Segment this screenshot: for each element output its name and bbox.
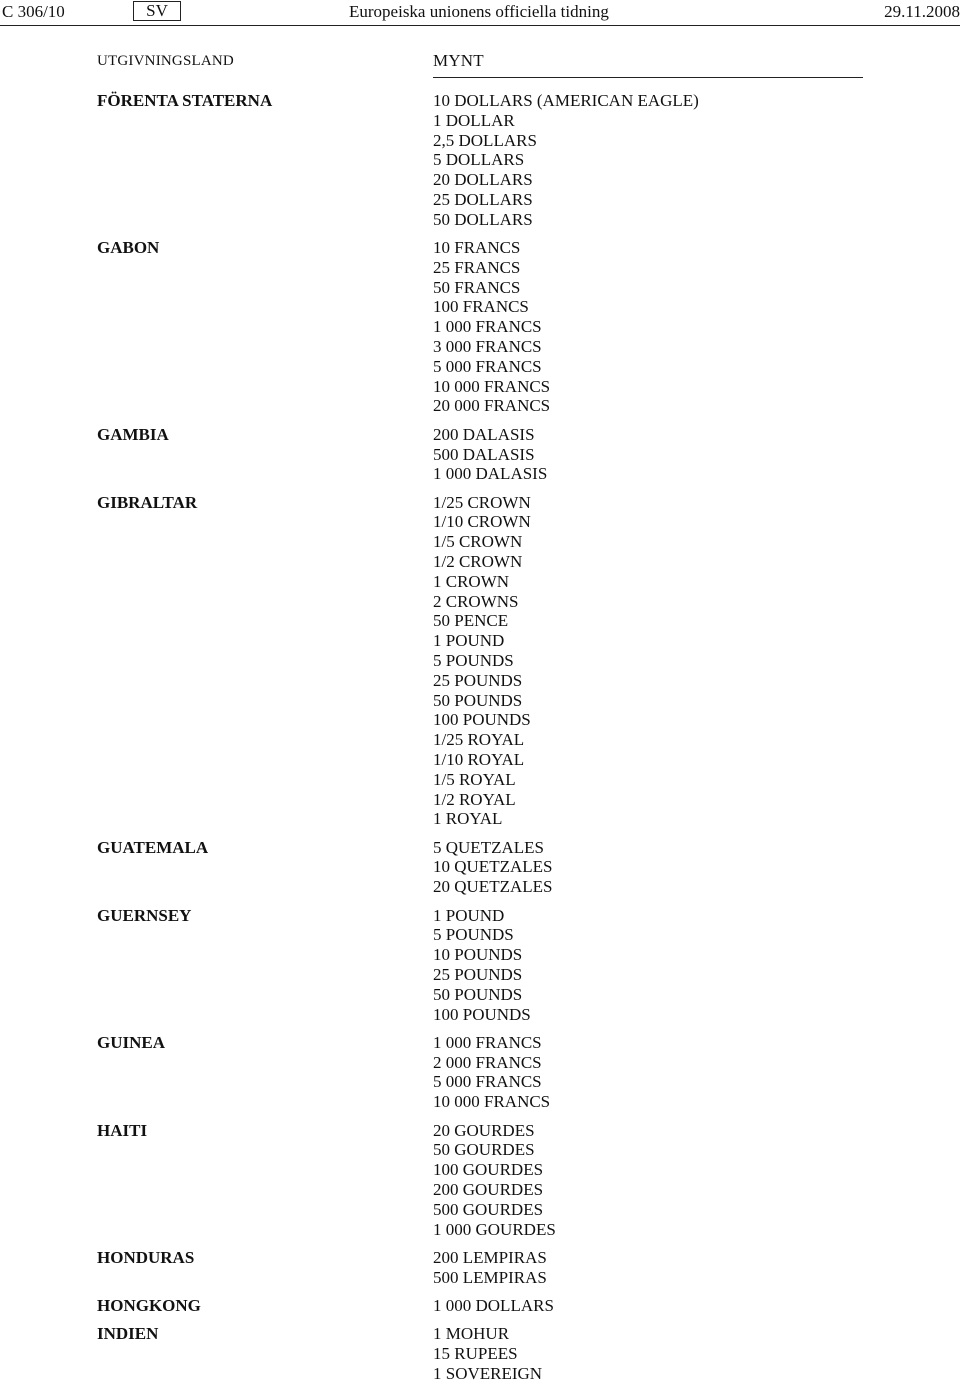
column-header-divider [433, 77, 863, 78]
coin-item: 200 GOURDES [433, 1179, 544, 1199]
coin-item: 5 DOLLARS [433, 150, 525, 170]
journal-title: Europeiska unionens officiella tidning [349, 2, 609, 21]
coin-item: 50 FRANCS [433, 277, 521, 297]
country-group [0, 493, 960, 830]
country-group [0, 906, 960, 1025]
publication-date: 29.11.2008 [884, 2, 960, 21]
coin-item: 1 POUND [433, 905, 505, 925]
coin-list [433, 1121, 960, 1240]
coin-item: 2 000 FRANCS [433, 1052, 542, 1072]
country-group [0, 91, 960, 230]
country-group [0, 1248, 960, 1288]
country-name: FÖRENTA STATERNA [97, 91, 273, 110]
coin-item: 20 000 FRANCS [433, 396, 551, 416]
coin-item: 20 GOURDES [433, 1120, 535, 1140]
coin-item: 500 DALASIS [433, 444, 535, 464]
page-reference: C 306/10 [2, 2, 65, 21]
coin-item: 10 000 FRANCS [433, 376, 551, 396]
coin-item: 200 DALASIS [433, 424, 535, 444]
coin-item: 1/2 ROYAL [433, 789, 516, 809]
coin-item: 1/2 CROWN [433, 552, 523, 572]
coin-item: 1 000 FRANCS [433, 317, 542, 337]
coin-item: 200 LEMPIRAS [433, 1247, 547, 1267]
header-divider [0, 25, 960, 26]
coin-item: 50 PENCE [433, 611, 509, 631]
country-name: GUERNSEY [97, 905, 192, 925]
country-group [0, 1121, 960, 1240]
coin-item: 20 DOLLARS [433, 170, 533, 190]
coin-item: 20 QUETZALES [433, 877, 553, 897]
coin-list [433, 1324, 960, 1383]
coin-item: 10 POUNDS [433, 945, 523, 965]
coin-item: 1 POUND [433, 631, 505, 651]
column-header-coin: MYNT [433, 51, 484, 70]
country-name: GUATEMALA [97, 837, 209, 857]
coin-table [0, 91, 960, 1392]
coin-item: 100 POUNDS [433, 1004, 531, 1024]
coin-item: 15 RUPEES [433, 1344, 518, 1364]
coin-item: 10 FRANCS [433, 238, 521, 258]
coin-item: 5 POUNDS [433, 925, 514, 945]
coin-item: 1 SOVEREIGN [433, 1363, 543, 1383]
coin-item: 1/5 CROWN [433, 532, 523, 552]
coin-list [433, 1033, 960, 1112]
coin-list [433, 1248, 960, 1288]
coin-item: 25 FRANCS [433, 257, 521, 277]
country-group [0, 1033, 960, 1112]
coin-item: 1 000 DOLLARS [433, 1295, 554, 1315]
coin-item: 5 000 FRANCS [433, 356, 542, 376]
coin-list [433, 425, 960, 484]
coin-item: 5 000 FRANCS [433, 1072, 542, 1092]
coin-item: 1/10 ROYAL [433, 750, 525, 769]
coin-item: 100 FRANCS [433, 297, 529, 317]
coin-list [433, 906, 960, 1025]
coin-item: 1/10 CROWN [433, 512, 531, 532]
coin-item: 25 POUNDS [433, 670, 523, 690]
coin-item: 1/5 ROYAL [433, 769, 516, 789]
country-name: GUINEA [97, 1032, 166, 1052]
coin-item: 1 DOLLAR [433, 110, 515, 130]
coin-item: 10 000 FRANCS [433, 1092, 551, 1112]
coin-list [433, 91, 960, 230]
country-name: HAITI [97, 1120, 148, 1140]
country-group [0, 838, 960, 897]
coin-item: 1 000 GOURDES [433, 1219, 556, 1239]
coin-item: 10 QUETZALES [433, 857, 553, 877]
language-badge: SV [133, 1, 181, 21]
coin-item: 25 POUNDS [433, 964, 523, 984]
coin-list [433, 493, 960, 830]
country-name: GAMBIA [97, 424, 169, 444]
coin-item: 1/25 ROYAL [433, 730, 525, 750]
coin-item: 1 MOHUR [433, 1324, 510, 1344]
country-group [0, 1296, 960, 1316]
coin-item: 50 GOURDES [433, 1140, 535, 1160]
coin-item: 50 POUNDS [433, 984, 523, 1004]
coin-item: 2,5 DOLLARS [433, 130, 537, 150]
coin-item: 5 QUETZALES [433, 837, 544, 857]
coin-item: 50 DOLLARS [433, 209, 533, 229]
country-name: HONDURAS [97, 1247, 195, 1267]
column-header-country: UTGIVNINGSLAND [97, 53, 234, 69]
page-header [0, 0, 960, 24]
country-name: GIBRALTAR [97, 492, 198, 512]
coin-item: 100 GOURDES [433, 1160, 544, 1180]
country-group [0, 238, 960, 416]
country-name: HONGKONG [97, 1295, 201, 1315]
coin-item: 3 000 FRANCS [433, 337, 542, 357]
coin-item: 1/25 CROWN [433, 492, 531, 512]
coin-item: 2 CROWNS [433, 591, 519, 611]
coin-item: 1 000 DALASIS [433, 464, 548, 484]
coin-item: 25 DOLLARS [433, 189, 533, 209]
coin-item: 50 POUNDS [433, 690, 523, 710]
coin-item: 500 LEMPIRAS [433, 1267, 547, 1287]
coin-item: 1 000 FRANCS [433, 1032, 542, 1052]
coin-item: 1 ROYAL [433, 809, 503, 829]
coin-list [433, 238, 960, 416]
coin-item: 500 GOURDES [433, 1199, 544, 1219]
coin-list [433, 838, 960, 897]
coin-item: 1 CROWN [433, 571, 510, 591]
country-group [0, 425, 960, 484]
coin-list [433, 1296, 960, 1316]
coin-item: 100 POUNDS [433, 710, 531, 730]
coin-item: 5 POUNDS [433, 651, 514, 671]
country-name: GABON [97, 238, 160, 258]
coin-item: 10 DOLLARS (AMERICAN EAGLE) [433, 91, 699, 110]
country-name: INDIEN [97, 1324, 159, 1344]
country-group [0, 1324, 960, 1383]
